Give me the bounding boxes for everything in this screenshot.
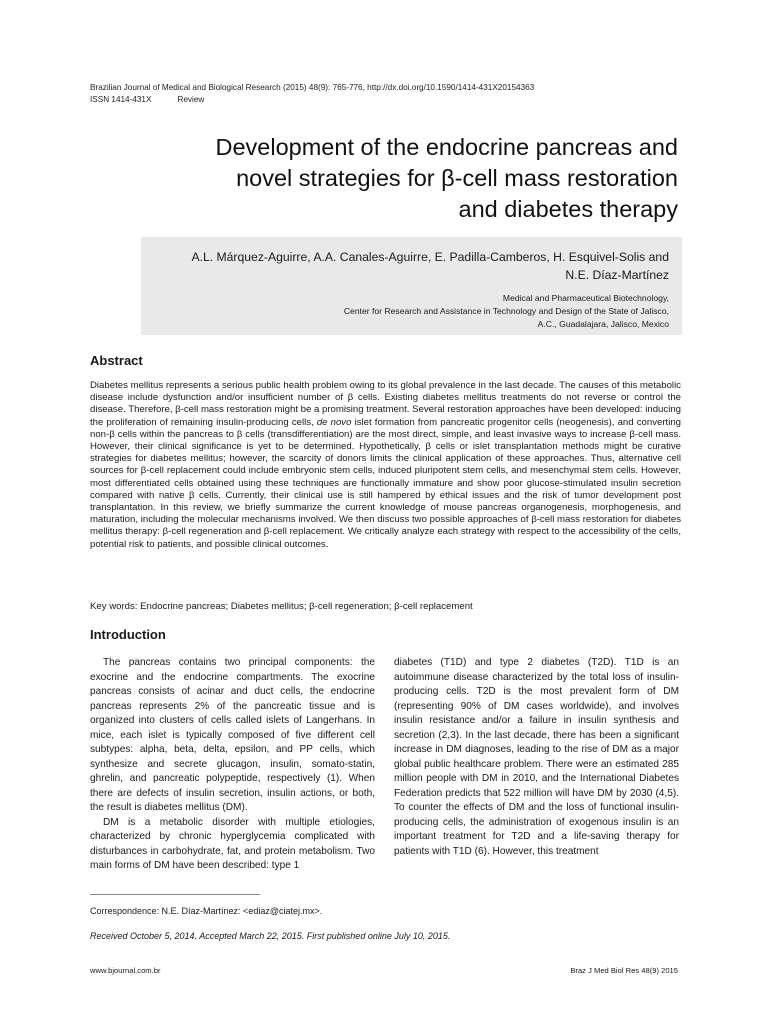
abstract-heading: Abstract: [90, 353, 143, 368]
affiliation: [129, 292, 669, 331]
article-title: [138, 132, 678, 225]
footer-website[interactable]: www.bjournal.com.br: [90, 966, 161, 975]
title-line: and diabetes therapy: [458, 196, 678, 222]
abstract-italic: de novo: [316, 416, 352, 428]
title-line: Development of the endocrine pancreas and: [215, 134, 678, 160]
paragraph: diabetes (T1D) and type 2 diabetes (T2D). T1D is an autoimmune disease characterized by the total loss of insulin-producing cells. T2D is the most prevalent form of DM (representing 90% of DM cases worldwide), and involves insulin resistance and/or a failure in insulin synthesis and secretion (2,3). In the last decade, there has been a significant increase in DM diagnoses, leading to the rise of DM as a major global public healthcare problem. There were an estimated 285 million people with DM in 2010, and the International Diabetes Federation predicts that 522 million will have DM by 2030 (4,5). To counter the effects of DM and the loss of functional insulin-producing cells, the administration of exogenous insulin is an important treatment for T2D and a life-saving therapy for patients with T1D (6). However, this treatment: [394, 657, 679, 857]
authors-line: A.L. Márquez-Aguirre, A.A. Canales-Aguirre, E. Padilla-Camberos, H. Esquivel-Solis and: [191, 250, 669, 264]
abstract-text-part2: islet formation from pancreatic progenitor cells (neogenesis), and converting non-β cells within the pancreas to β cells (transdifferentiation) are the most direct, simple, and least invasive ways to increase β-cell mass. However, their clinical significance is yet to be determined. Hypothetically, β cells or islet transplantation methods might be curative strategies for diabetes mellitus; however, the scarcity of donors limits the clinical application of these approaches. Thus, alternative cell sources for β-cell replacement could include embryonic stem cells, induced pluripotent stem cells, and mesenchymal stem cells. However, most differentiated cells obtained using these techniques are functionally immature and show poor glucose-stimulated insulin secretion compared with native β cells. Currently, their clinical use is still hampered by ethical issues and the risk of tumor development post transplantation. In this review, we briefly summarize the current knowledge of mouse pancreas organogenesis, morphogenesis, and maturation, including the molecular mechanisms involved. We then discuss two possible approaches of β-cell mass restoration for diabetes mellitus therapy: β-cell regeneration and β-cell replacement. We critically analyze each strategy with respect to the accessibility of the cells, potential risk to patients, and possible clinical outcomes.: [90, 416, 681, 550]
correspondence: Correspondence: N.E. Díaz-Martínez: <ediaz@ciatej.mx>.: [90, 906, 323, 916]
affiliation-line: Medical and Pharmaceutical Biotechnology,: [502, 293, 669, 303]
keywords: Key words: Endocrine pancreas; Diabetes mellitus; β-cell regeneration; β-cell replacement: [90, 601, 473, 612]
journal-citation: Brazilian Journal of Medical and Biological Research (2015) 48(9): 765-776, http://dx.doi.org/10.1590/1414-431X20154363: [90, 83, 535, 92]
column-left: [90, 656, 375, 874]
journal-header: [90, 82, 534, 106]
paragraph: DM is a metabolic disorder with multiple etiologies, characterized by chronic hyperglycemia complicated with disturbances in carbohydrate, fat, and protein metabolism. Two main forms of DM have been described: type 1: [90, 816, 375, 871]
footnote-rule: [90, 894, 260, 895]
title-line: novel strategies for β-cell mass restoration: [236, 165, 678, 191]
paragraph: The pancreas contains two principal components: the exocrine and the endocrine compartments. The exocrine pancreas consists of acinar and duct cells, the endocrine pancreas represents 2% of the pancreatic tissue and is organized into clusters of cells called islets of Langerhans. In mice, each islet is typically composed of five different cell subtypes: alpha, beta, delta, epsilon, and PP cells, which synthesize and secrete glucagon, insulin, somato-statin, ghrelin, and pancreatic polypeptide, respectively (1). When there are defects of insulin secretion, insulin actions, or both, the result is diabetes mellitus (DM).: [90, 657, 375, 813]
affiliation-line: Center for Research and Assistance in Technology and Design of the State of Jalisco,: [343, 306, 669, 316]
affiliation-line: A.C., Guadalajara, Jalisco, Mexico: [537, 319, 669, 329]
authors-line: N.E. Díaz-Martínez: [565, 268, 669, 282]
article-type: Review: [177, 95, 205, 104]
authors: [129, 248, 669, 284]
abstract-text-part1: Diabetes mellitus represents a serious public health problem owing to its global prevalence in the last decade. The causes of this metabolic disease include dysfunction and/or insufficient number of β cells. Existing diabetes mellitus treatments do not reverse or control the disease. Therefore, β-cell mass restoration might be a promising treatment. Several restoration approaches have been developed: inducing the proliferation of remaining insulin-producing cells,: [90, 380, 681, 428]
received-dates: Received October 5, 2014. Accepted March 22, 2015. First published online July 10, 2015.: [90, 931, 451, 941]
footer-citation: Braz J Med Biol Res 48(9) 2015: [570, 966, 678, 975]
journal-issn-line: [90, 94, 534, 106]
abstract-text: [90, 380, 681, 551]
introduction-heading: Introduction: [90, 627, 166, 642]
column-right: [394, 656, 679, 859]
issn: ISSN 1414-431X: [90, 95, 152, 104]
